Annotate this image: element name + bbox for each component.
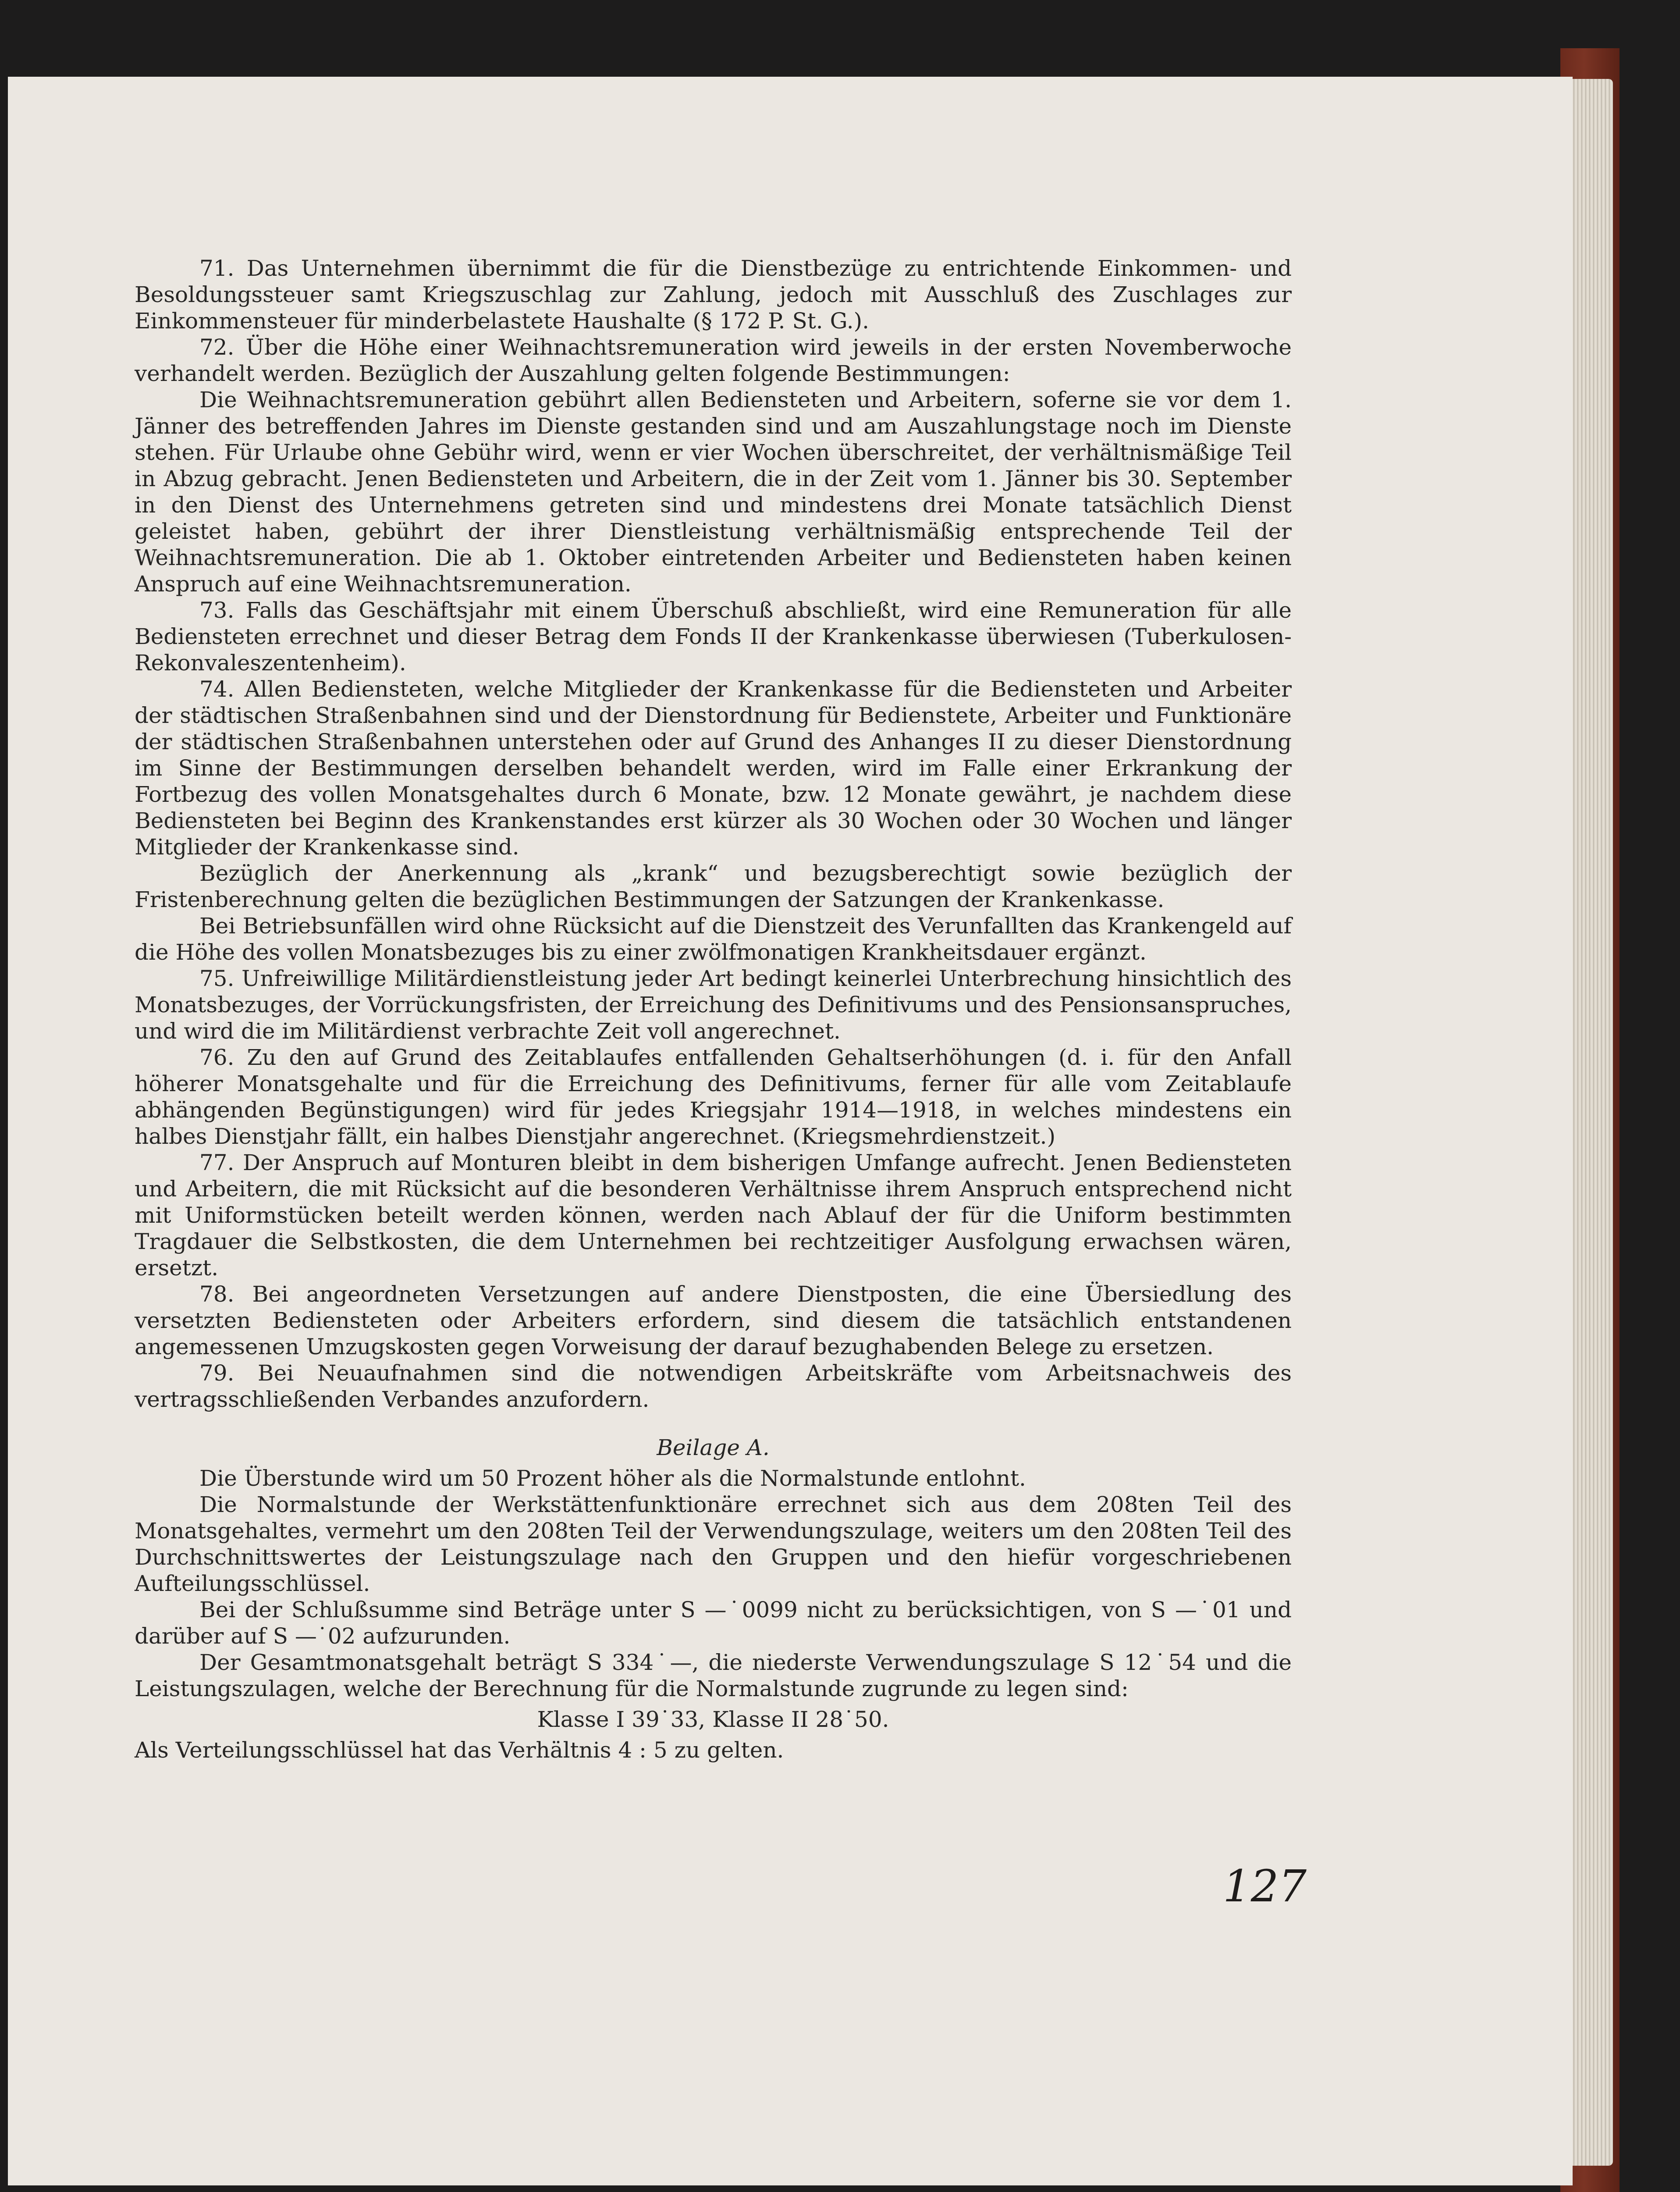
- page-text: [135, 255, 1292, 1763]
- paragraph-75: 75. Unfreiwillige Militärdienstleistung jeder Art bedingt keinerlei Unterbrechung hinsichtlich des Monatsbezuges, der Vorrückungsfristen, der Erreichung des Definitivums und des Pensionsanspruches, und wird die im Militärdienst verbrachte Zeit voll angerechnet.: [135, 966, 1292, 1044]
- beilage-paragraph-overtime: Die Überstunde wird um 50 Prozent höher als die Normalstunde entlohnt.: [199, 1466, 1026, 1491]
- page-number: 127: [1223, 1861, 1307, 1912]
- final-line: Als Verteilungsschlüssel hat das Verhältnis 4 : 5 zu gelten.: [135, 1737, 784, 1763]
- paragraph-74-accidents: Bei Betriebsunfällen wird ohne Rücksicht auf die Dienstzeit des Verunfallten das Krankengeld auf die Höhe des vollen Monatsbezuges bis zu einer zwölfmonatigen Krankheitsdauer ergänzt.: [135, 913, 1292, 965]
- beilage-paragraph-normal-hour: Die Normalstunde der Werkstättenfunktionäre errechnet sich aus dem 208ten Teil des Monatsgehaltes, vermehrt um den 208ten Teil der Verwendungszulage, weiters um den 208ten Teil des Durchschnittswertes der Leistungszulage nach den Gruppen und den hiefür vorgeschriebenen Aufteilungsschlüssel.: [135, 1492, 1292, 1596]
- paragraph-72: 72. Über die Höhe einer Weihnachtsremuneration wird jeweils in der ersten Novemberwoche verhandelt werden. Bezüglich der Auszahlung gelten folgende Bestimmungen:: [135, 334, 1292, 386]
- paragraph-74: 74. Allen Bediensteten, welche Mitglieder der Krankenkasse für die Bediensteten und Arbeiter der städtischen Straßenbahnen sind und der Dienstordnung für Bedienstete, Arbeiter und Funktionäre der städtischen Straßenbahnen unterstehen oder auf Grund des Anhanges II zu dieser Dienstordnung im Sinne der Bestimmungen derselben behandelt werden, wird im Falle einer Erkrankung der Fortbezug des vollen Monatsgehaltes durch 6 Monate, bzw. 12 Monate gewährt, je nachdem diese Bediensteten bei Beginn des Krankenstandes erst kürzer als 30 Wochen oder 30 Wochen und länger Mitglieder der Krankenkasse sind.: [135, 676, 1292, 860]
- paragraph-71: 71. Das Unternehmen übernimmt die für die Dienstbezüge zu entrichtende Einkommen- und Besoldungssteuer samt Kriegszuschlag zur Zahlung, jedoch mit Ausschluß des Zuschlages zur Einkommensteuer für minderbelastete Haushalte (§ 172 P. St. G.).: [135, 256, 1292, 334]
- paragraph-73: 73. Falls das Geschäftsjahr mit einem Überschuß abschließt, wird eine Remuneration für alle Bediensteten errechnet und dieser Betrag dem Fonds II der Krankenkasse überwiesen (Tuberkulosen-Rekonvaleszentenheim).: [135, 598, 1292, 676]
- paragraph-77: 77. Der Anspruch auf Monturen bleibt in dem bisherigen Umfange aufrecht. Jenen Bediensteten und Arbeitern, die mit Rücksicht auf die besonderen Verhältnisse ihrem Anspruch entsprechend nicht mit Uniformstücken beteilt werden können, werden nach Ablauf der für die Uniform bestimmten Tragdauer die Selbstkosten, die dem Unternehmen bei rechtzeitiger Ausfolgung erwachsen wären, ersetzt.: [135, 1150, 1292, 1281]
- beilage-paragraph-rounding: Bei der Schlußsumme sind Beträge unter S —˙0099 nicht zu berücksichtigen, von S —˙01 und darüber auf S —˙02 aufzurunden.: [135, 1597, 1292, 1649]
- paragraph-74-recognition: Bezüglich der Anerkennung als „krank“ und bezugsberechtigt sowie bezüglich der Fristenberechnung gelten die bezüglichen Bestimmungen der Satzungen der Krankenkasse.: [135, 861, 1292, 912]
- paragraph-79: 79. Bei Neuaufnahmen sind die notwendigen Arbeitskräfte vom Arbeitsnachweis des vertragsschließenden Verbandes anzufordern.: [135, 1360, 1292, 1412]
- beilage-paragraph-salary: Der Gesamtmonatsgehalt beträgt S 334˙—, die niederste Verwendungszulage S 12˙54 und die Leistungszulagen, welche der Berechnung für die Normalstunde zugrunde zu legen sind:: [135, 1650, 1292, 1701]
- paragraph-78: 78. Bei angeordneten Versetzungen auf andere Dienstposten, die eine Übersiedlung des versetzten Bediensteten oder Arbeiters erfordern, sind diesem die tatsächlich entstandenen angemessenen Umzugskosten gegen Vorweisung der darauf bezughabenden Belege zu ersetzen.: [135, 1281, 1292, 1359]
- paragraph-72-details: Die Weihnachtsremuneration gebührt allen Bediensteten und Arbeitern, soferne sie vor dem 1. Jänner des betreffenden Jahres im Dienste gestanden sind und am Auszahlungstage noch im Dienste stehen. Für Urlaube ohne Gebühr wird, wenn er vier Wochen überschreitet, der verhältnismäßige Teil in Abzug gebracht. Jenen Bediensteten und Arbeitern, die in der Zeit vom 1. Jänner bis 30. September in den Dienst des Unternehmens getreten sind und mindestens drei Monate tatsächlich Dienst geleistet haben, gebührt der ihrer Dienstleistung verhältnismäßig entsprechende Teil der Weihnachtsremuneration. Die ab 1. Oktober eintretenden Arbeiter und Bediensteten haben keinen Anspruch auf eine Weihnachtsremuneration.: [135, 387, 1292, 597]
- paragraph-76: 76. Zu den auf Grund des Zeitablaufes entfallenden Gehaltserhöhungen (d. i. für den Anfall höherer Monatsgehalte und für die Erreichung des Definitivums, ferner für alle vom Zeitablaufe abhängenden Begünstigungen) wird für jedes Kriegsjahr 1914—1918, in welches mindestens ein halbes Dienstjahr fällt, ein halbes Dienstjahr angerechnet. (Kriegsmehrdienstzeit.): [135, 1045, 1292, 1149]
- klasse-line: Klasse I 39˙33, Klasse II 28˙50.: [537, 1707, 889, 1732]
- beilage-heading: Beilage A.: [657, 1435, 770, 1460]
